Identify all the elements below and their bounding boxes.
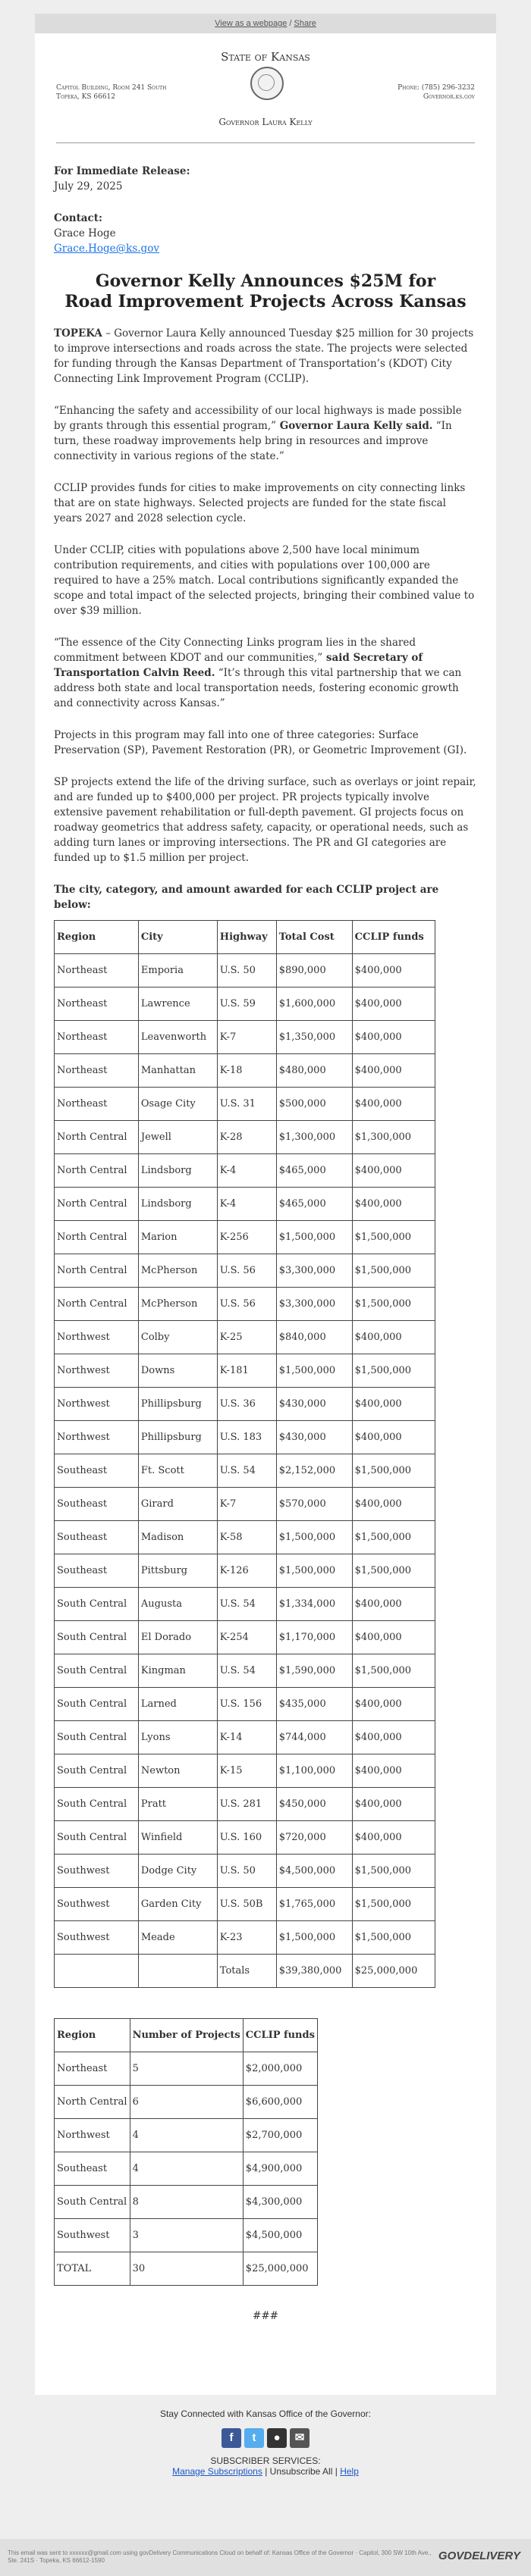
table-cell: $400,000 [352,1054,435,1088]
table-cell: $1,500,000 [352,1521,435,1554]
table-row [55,2119,318,2152]
table-cell: U.S. 31 [217,1088,276,1121]
table-row [55,1855,435,1888]
table-row [55,1154,435,1188]
table-cell: $465,000 [276,1154,352,1188]
table-cell: $1,500,000 [352,1454,435,1488]
table-row [55,988,435,1021]
table-row [55,1654,435,1688]
table-cell: Phillipsburg [138,1421,217,1454]
table-cell: South Central [55,1588,139,1621]
paragraph: Under CCLIP, cities with populations above 2,500 have local minimum contribution requirements, and cities with populations over 100,000 are required to have a 25% match. Local contributions significantly expanded the scope and total impact of the selected projects, bringing their combined value to over $39 million. [54,544,475,617]
table-cell: Dodge City [138,1855,217,1888]
attribution: said Secretary of Transportation Calvin Reed. [54,652,423,679]
table-cell: U.S. 54 [217,1588,276,1621]
table-row [55,1254,435,1288]
table-cell: $570,000 [276,1488,352,1521]
paragraph-text: – Governor Laura Kelly announced Tuesday $25 million for 30 projects to improve intersections and roads across the state. The projects were selected for funding through the Kansas Department of Transportation’s (KDOT) City Connecting Link Improvement Program (CCLIP). [54,327,474,385]
table-cell: $1,500,000 [352,1855,435,1888]
table-cell: Number of Projects [130,2019,243,2052]
table-cell: Lindsborg [138,1188,217,1221]
quote-text: “The essence of the City Connecting Links program lies in the shared commitment between KDOT and our communities,” [54,637,416,664]
twitter-icon[interactable]: t [244,2428,264,2448]
table-cell: McPherson [138,1288,217,1321]
table-cell: Southwest [55,1888,139,1921]
table-cell: $400,000 [352,988,435,1021]
table-intro: The city, category, and amount awarded for each CCLIP project are below: [54,884,439,911]
table-cell: 5 [130,2052,243,2086]
table-cell: $1,500,000 [352,1254,435,1288]
table-cell: $2,700,000 [243,2119,317,2152]
table-cell: $4,300,000 [243,2186,317,2219]
release-label: For Immediate Release: [54,165,190,177]
table-cell: Downs [138,1354,217,1388]
headline [54,271,477,312]
table-cell: Northeast [55,2052,130,2086]
table-cell: 4 [130,2119,243,2152]
table-cell: $430,000 [276,1388,352,1421]
table-cell: TOTAL [55,2252,130,2286]
email-card [35,33,496,2395]
table-cell: City [138,921,217,954]
contact-email-link[interactable]: Grace.Hoge@ks.gov [54,243,159,255]
table-row [55,1888,435,1921]
projects-table [54,920,435,1988]
table-cell: Southeast [55,1454,139,1488]
table-cell: $400,000 [352,1488,435,1521]
table-row [55,1288,435,1321]
table-cell: 8 [130,2186,243,2219]
table-row [55,1054,435,1088]
table-cell: $450,000 [276,1788,352,1821]
table-cell: Lyons [138,1721,217,1754]
table-cell: $400,000 [352,1421,435,1454]
unsubscribe-all-link[interactable]: Unsubscribe All [269,2466,333,2477]
table-cell: Total Cost [276,921,352,954]
state-title: State of Kansas [221,50,310,64]
address-line: Topeka, KS 66612 [56,93,116,101]
table-cell: Northeast [55,954,139,988]
contact-label: Contact: [54,212,102,224]
table-cell: K-7 [217,1021,276,1054]
table-cell: $25,000,000 [352,1955,435,1988]
table-row [55,1621,435,1654]
table-cell: Northeast [55,1054,139,1088]
table-row [55,1354,435,1388]
table-cell: K-23 [217,1921,276,1955]
table-cell: $400,000 [352,1621,435,1654]
state-seal-icon [250,67,284,100]
table-cell: K-126 [217,1554,276,1588]
table-cell: U.S. 54 [217,1654,276,1688]
regions-table [54,2018,318,2286]
headline-line: Governor Kelly Announces $25M for [95,271,436,291]
table-cell: K-181 [217,1354,276,1388]
table-cell: $2,152,000 [276,1454,352,1488]
release-date: July 29, 2025 [54,180,123,192]
quote-text: “Enhancing the safety and accessibility of our local highways is made possible by grants through this essential program,” [54,405,462,432]
address-right [397,83,475,102]
table-cell: $744,000 [276,1721,352,1754]
table-cell: $1,500,000 [276,1554,352,1588]
website-line: Governor.ks.gov [423,93,475,101]
table-cell: $1,100,000 [276,1754,352,1788]
table-cell: $1,500,000 [352,1354,435,1388]
table-cell: $400,000 [352,1154,435,1188]
table-cell: South Central [55,1721,139,1754]
quote-paragraph [54,403,477,464]
table-cell: $400,000 [352,1588,435,1621]
table-cell: Manhattan [138,1054,217,1088]
press-release-body [54,164,477,2324]
table-cell: $2,000,000 [243,2052,317,2086]
separator: | [265,2466,268,2477]
flickr-icon[interactable]: ● [267,2428,287,2448]
table-cell: Southeast [55,1488,139,1521]
table-cell: $480,000 [276,1054,352,1088]
table-cell: U.S. 160 [217,1821,276,1855]
table-cell: $1,500,000 [352,1221,435,1254]
table-row [55,2219,318,2252]
table-cell: North Central [55,1221,139,1254]
table-cell: Marion [138,1221,217,1254]
table-row [55,1688,435,1721]
table-cell: Southeast [55,1521,139,1554]
quote-text: “It’s through this vital partnership that we can address both state and local transportation needs, fostering economic growth and connectivity across Kansas.” [54,667,462,709]
paragraph: CCLIP provides funds for cities to make improvements on city connecting links that are on state highways. Selected projects are funded for the state fiscal years 2027 and 2028 selection cycle. [54,482,466,524]
table-cell: CCLIP funds [243,2019,317,2052]
table-cell: $400,000 [352,1754,435,1788]
table-cell: North Central [55,1288,139,1321]
table-row [55,2252,318,2286]
table-cell: $400,000 [352,1188,435,1221]
table-cell: 3 [130,2219,243,2252]
table-cell: 6 [130,2086,243,2119]
table-row [55,954,435,988]
table-cell: Southeast [55,2152,130,2186]
table-cell: Southeast [55,1554,139,1588]
table-cell: 4 [130,2152,243,2186]
table-cell: $1,600,000 [276,988,352,1021]
table-cell: $1,170,000 [276,1621,352,1654]
table-cell: North Central [55,1121,139,1154]
table-cell: $890,000 [276,954,352,988]
end-mark: ### [253,2310,278,2322]
table-cell: $1,500,000 [352,1921,435,1955]
table-row [55,1321,435,1354]
separator: / [289,19,292,28]
table-cell: El Dorado [138,1621,217,1654]
table-cell: $25,000,000 [243,2252,317,2286]
table-row [55,1088,435,1121]
table-cell: Ft. Scott [138,1454,217,1488]
table-cell: $4,500,000 [276,1855,352,1888]
table-cell: South Central [55,1821,139,1855]
table-cell: $3,300,000 [276,1288,352,1321]
table-row [55,1721,435,1754]
table-cell: U.S. 183 [217,1421,276,1454]
disclaimer-text: This email was sent to xxxxxx@gmail.com using govDelivery Communications Cloud on behalf of: Kansas Office of the Governor · Capitol, 300 SW 10th Ave., Ste. 241S · Topeka, KS 66612-1590 [8,2549,432,2564]
table-cell: Northwest [55,1388,139,1421]
table-cell: Girard [138,1488,217,1521]
facebook-icon[interactable]: f [222,2428,241,2448]
table-cell: K-4 [217,1188,276,1221]
table-cell: $400,000 [352,1788,435,1821]
table-header-row [55,2019,318,2052]
table-cell: South Central [55,1621,139,1654]
table-cell: $6,600,000 [243,2086,317,2119]
table-cell: $1,500,000 [276,1921,352,1955]
table-cell: K-256 [217,1221,276,1254]
table-cell: $1,350,000 [276,1021,352,1054]
table-cell: Northwest [55,2119,130,2152]
table-cell: K-7 [217,1488,276,1521]
table-cell: $1,500,000 [352,1654,435,1688]
table-cell: $1,334,000 [276,1588,352,1621]
table-cell: $1,500,000 [352,1288,435,1321]
table-cell: North Central [55,2086,130,2119]
phone-line: Phone: (785) 296-3232 [397,84,475,92]
table-cell: $4,500,000 [243,2219,317,2252]
stay-connected-text: Stay Connected with Kansas Office of the Governor: [160,2409,371,2419]
table-cell: North Central [55,1154,139,1188]
table-row [55,1788,435,1821]
table-row [55,2186,318,2219]
table-cell: K-28 [217,1121,276,1154]
table-cell: $400,000 [352,1821,435,1855]
table-cell: South Central [55,2186,130,2219]
table-cell: $500,000 [276,1088,352,1121]
table-cell: Southwest [55,1855,139,1888]
paragraph: Projects in this program may fall into one of three categories: Surface Preservation (SP), Pavement Restoration (PR), or Geometric Improvement (GI). [54,729,467,756]
table-row [55,1021,435,1054]
table-cell: $840,000 [276,1321,352,1354]
view-share-bar [35,14,496,33]
table-cell: $720,000 [276,1821,352,1855]
table-row [55,1754,435,1788]
footer [0,2409,531,2477]
table-cell: U.S. 156 [217,1688,276,1721]
table-cell: Pratt [138,1788,217,1821]
header-divider [56,142,475,143]
table-row [55,1488,435,1521]
table-cell: K-18 [217,1054,276,1088]
table-row [55,1921,435,1955]
table-cell: $400,000 [352,1088,435,1121]
table-row [55,1588,435,1621]
table-cell: $1,590,000 [276,1654,352,1688]
table-cell: Meade [138,1921,217,1955]
table-cell: $1,500,000 [276,1521,352,1554]
table-cell: Winfield [138,1821,217,1855]
table-cell: CCLIP funds [352,921,435,954]
table-cell: $1,500,000 [352,1554,435,1588]
table-cell: South Central [55,1754,139,1788]
table-cell: U.S. 50 [217,954,276,988]
governor-name: Governor Laura Kelly [218,117,313,127]
table-row [55,1821,435,1855]
social-links [0,2428,531,2448]
table-cell: K-15 [217,1754,276,1788]
table-cell: $39,380,000 [276,1955,352,1988]
help-link[interactable]: Help [340,2466,359,2477]
table-cell: K-14 [217,1721,276,1754]
quote-paragraph [54,635,477,711]
table-cell: Southwest [55,1921,139,1955]
table-cell: South Central [55,1654,139,1688]
table-cell: Larned [138,1688,217,1721]
letterhead [56,33,475,143]
table-cell: $3,300,000 [276,1254,352,1288]
table-cell: Lawrence [138,988,217,1021]
table-cell: U.S. 50B [217,1888,276,1921]
table-cell: $430,000 [276,1421,352,1454]
table-cell: U.S. 281 [217,1788,276,1821]
disclaimer-bar [0,2539,531,2576]
table-row [55,1454,435,1488]
table-row [55,2086,318,2119]
table-cell: Totals [217,1955,276,1988]
table-cell: McPherson [138,1254,217,1288]
dateline: TOPEKA [54,327,102,340]
share-link[interactable]: Share [294,19,316,28]
table-cell: Northwest [55,1321,139,1354]
address-line: Capitol Building, Room 241 South [56,84,167,92]
table-cell: $1,765,000 [276,1888,352,1921]
table-cell: U.S. 59 [217,988,276,1021]
table-cell: K-25 [217,1321,276,1354]
paragraph [54,326,477,387]
table-cell: Phillipsburg [138,1388,217,1421]
view-as-webpage-link[interactable]: View as a webpage [215,19,287,28]
attribution: Governor Laura Kelly said. [276,420,433,432]
table-cell: $4,900,000 [243,2152,317,2186]
table-cell: Lindsborg [138,1154,217,1188]
table-cell: 30 [130,2252,243,2286]
table-cell: Colby [138,1321,217,1354]
table-cell: $400,000 [352,1388,435,1421]
table-cell: $465,000 [276,1188,352,1221]
table-cell: U.S. 56 [217,1288,276,1321]
table-cell: Highway [217,921,276,954]
table-cell: $1,500,000 [352,1888,435,1921]
table-cell: $1,300,000 [276,1121,352,1154]
table-cell: U.S. 50 [217,1855,276,1888]
table-cell [55,1955,139,1988]
table-row [55,2052,318,2086]
table-row [55,2152,318,2186]
table-row [55,1188,435,1221]
contact-name: Grace Hoge [54,227,116,239]
table-cell: Northwest [55,1421,139,1454]
table-cell: Region [55,2019,130,2052]
table-row [55,1388,435,1421]
table-cell: U.S. 54 [217,1454,276,1488]
table-cell [138,1955,217,1988]
table-cell: $400,000 [352,1721,435,1754]
subscriber-services-label: SUBSCRIBER SERVICES: [210,2455,321,2466]
table-cell: Northeast [55,988,139,1021]
table-cell: North Central [55,1254,139,1288]
paragraph: SP projects extend the life of the driving surface, such as overlays or joint repair, and are funded up to $400,000 per project. PR projects typically involve extensive pavement rehabilitation or full-depth pavement. GI projects focus on roadway geometrics that address safety, capacity, or operational needs, such as adding turn lanes or improving intersections. The PR and GI categories are funded up to $1.5 million per project. [54,776,476,864]
table-cell: Northwest [55,1354,139,1388]
table-cell: Kingman [138,1654,217,1688]
table-cell: Leavenworth [138,1021,217,1054]
table-cell: U.S. 56 [217,1254,276,1288]
table-cell: Madison [138,1521,217,1554]
table-header-row [55,921,435,954]
table-cell: $1,500,000 [276,1354,352,1388]
table-row [55,1121,435,1154]
table-cell: $400,000 [352,1321,435,1354]
table-cell: Southwest [55,2219,130,2252]
table-cell: K-58 [217,1521,276,1554]
table-cell: Newton [138,1754,217,1788]
headline-line: Road Improvement Projects Across Kansas [64,292,467,311]
table-cell: South Central [55,1788,139,1821]
subscription-links [0,2466,531,2477]
table-cell: $400,000 [352,1688,435,1721]
table-row [55,1421,435,1454]
quote-text: “In turn, these roadway improvements help bring in resources and improve connectivity in various regions of the state.” [54,420,452,462]
table-cell: K-254 [217,1621,276,1654]
manage-subscriptions-link[interactable]: Manage Subscriptions [172,2466,262,2477]
govdelivery-logo[interactable]: GOVDELIVERY [438,2549,520,2562]
table-cell: Jewell [138,1121,217,1154]
table-cell: Garden City [138,1888,217,1921]
table-cell: Augusta [138,1588,217,1621]
email-icon[interactable]: ✉ [290,2428,309,2448]
table-cell: Osage City [138,1088,217,1121]
table-cell: $1,300,000 [352,1121,435,1154]
table-cell: $400,000 [352,954,435,988]
table-cell: $1,500,000 [276,1221,352,1254]
table-cell: South Central [55,1688,139,1721]
table-row [55,1221,435,1254]
table-cell: Northeast [55,1088,139,1121]
table-cell: North Central [55,1188,139,1221]
address-left [56,83,166,102]
table-cell: Region [55,921,139,954]
table-cell: Northeast [55,1021,139,1054]
table-cell: Emporia [138,954,217,988]
table-cell: $400,000 [352,1021,435,1054]
table-cell: $435,000 [276,1688,352,1721]
table-row [55,1521,435,1554]
table-cell: K-4 [217,1154,276,1188]
table-row [55,1554,435,1588]
table-cell: Pittsburg [138,1554,217,1588]
table-row [55,1955,435,1988]
table-cell: U.S. 36 [217,1388,276,1421]
separator: | [335,2466,338,2477]
